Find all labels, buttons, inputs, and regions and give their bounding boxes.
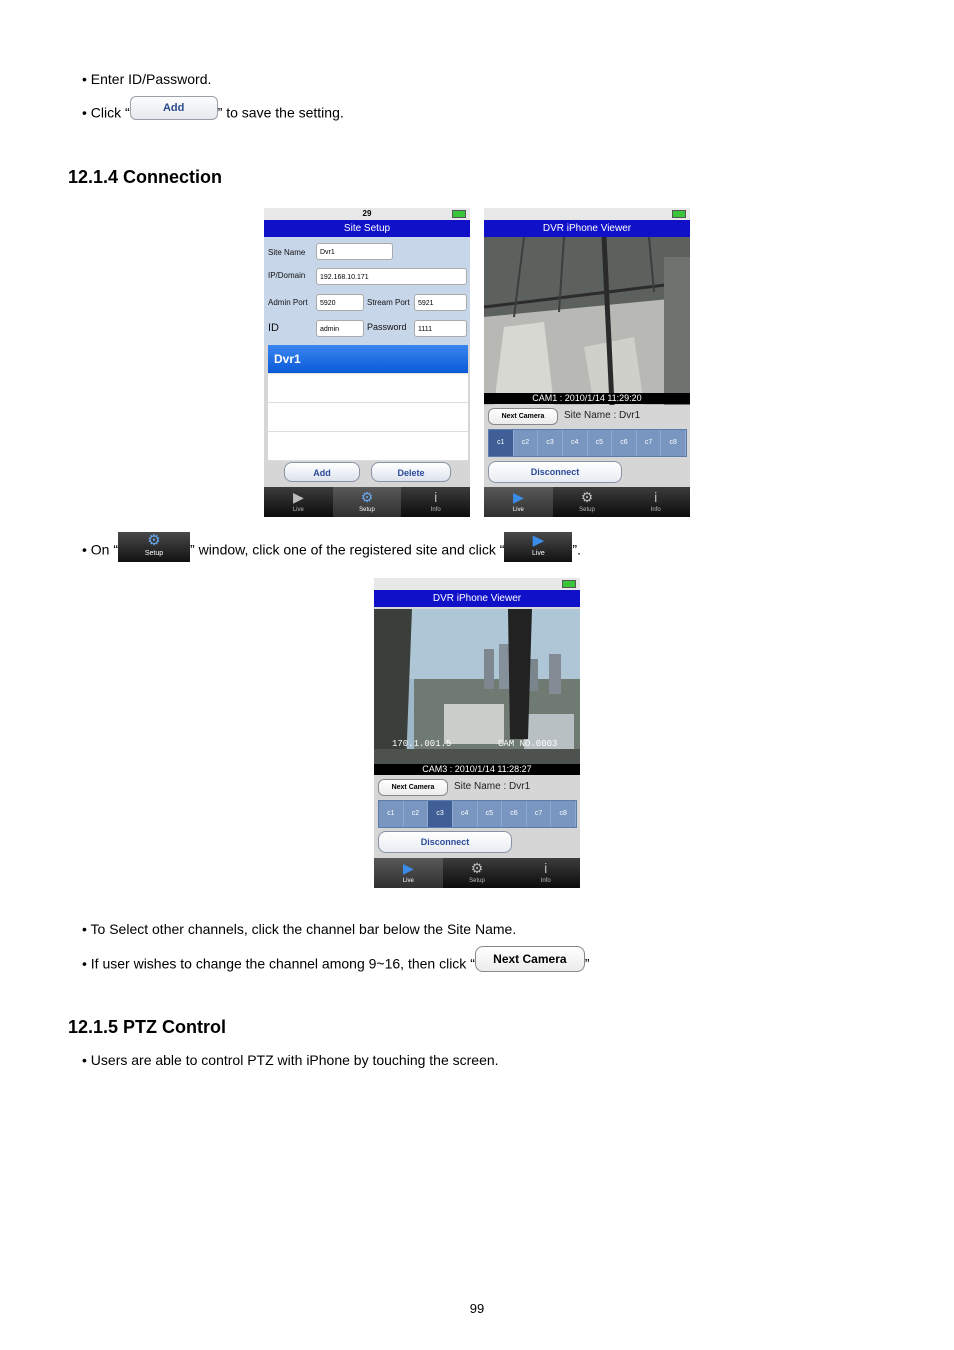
site-list-empty-row bbox=[268, 374, 468, 403]
bullet-click-suffix: ” to save the setting. bbox=[217, 104, 344, 121]
next-camera-button[interactable]: Next Camera bbox=[378, 779, 448, 796]
play-icon: ▶ bbox=[292, 489, 304, 505]
site-name-field[interactable]: Dvr1 bbox=[316, 243, 393, 260]
site-name-display: Site Name : Dvr1 bbox=[454, 781, 531, 792]
page-number: 99 bbox=[469, 1301, 485, 1316]
channel-button[interactable]: c4 bbox=[453, 801, 478, 827]
next-camera-button-image: Next Camera bbox=[475, 946, 585, 972]
bullet-wishes-prefix: • If user wishes to change the channel among 9~16, then click “ bbox=[82, 955, 475, 972]
channel-button[interactable]: c4 bbox=[563, 430, 588, 456]
battery-icon bbox=[672, 210, 686, 218]
osd-ip-text: 170.1.001.5 bbox=[392, 739, 452, 749]
section-heading-connection: 12.1.4 Connection bbox=[68, 167, 223, 187]
site-list-empty-row bbox=[268, 432, 468, 461]
site-list-item[interactable]: Dvr1 bbox=[268, 345, 468, 374]
play-icon: ▶ bbox=[512, 489, 524, 505]
channel-button[interactable]: c8 bbox=[661, 430, 686, 456]
battery-icon bbox=[452, 210, 466, 218]
live-tab-image bbox=[504, 532, 572, 562]
channel-button[interactable]: c1 bbox=[379, 801, 404, 827]
tab-info-label: Info bbox=[430, 507, 441, 513]
setup-tab-image bbox=[118, 532, 190, 562]
bullet-next-camera bbox=[82, 952, 590, 978]
tab-info[interactable] bbox=[511, 858, 580, 888]
tab-info[interactable] bbox=[621, 487, 690, 517]
status-time: 29 bbox=[362, 209, 372, 218]
gear-icon: ⚙ bbox=[470, 860, 484, 876]
tab-setup-label: Setup bbox=[359, 507, 375, 513]
camera-video-feed[interactable] bbox=[374, 609, 580, 765]
section-heading-ptz: 12.1.5 PTZ Control bbox=[68, 1017, 227, 1037]
channel-button[interactable]: c5 bbox=[588, 430, 613, 456]
channel-button[interactable]: c2 bbox=[514, 430, 539, 456]
channel-bar bbox=[378, 800, 577, 828]
tab-bar bbox=[484, 487, 690, 517]
screenshot-live-cam3 bbox=[374, 578, 580, 888]
channel-button[interactable]: c1 bbox=[489, 430, 514, 456]
next-camera-button[interactable]: Next Camera bbox=[488, 408, 558, 425]
info-icon: i bbox=[434, 489, 438, 505]
battery-icon bbox=[562, 580, 576, 588]
gear-icon: ⚙ bbox=[360, 489, 374, 505]
camera-info-bar bbox=[484, 405, 690, 429]
live-tab-image-label: Live bbox=[531, 550, 545, 557]
stream-port-label: Stream Port bbox=[367, 298, 410, 307]
tab-info-label: Info bbox=[650, 507, 661, 513]
status-bar bbox=[264, 208, 470, 220]
bullet-on-middle: ” window, click one of the registered site and click “ bbox=[190, 541, 505, 558]
tab-live-label: Live bbox=[292, 507, 304, 513]
id-label: ID bbox=[268, 322, 279, 334]
channel-button[interactable]: c2 bbox=[404, 801, 429, 827]
play-icon: ▶ bbox=[402, 860, 414, 876]
channel-button[interactable]: c3 bbox=[538, 430, 563, 456]
site-name-label: Site Name bbox=[268, 248, 306, 257]
admin-port-label: Admin Port bbox=[268, 298, 308, 307]
channel-button[interactable]: c6 bbox=[612, 430, 637, 456]
channel-button[interactable]: c8 bbox=[551, 801, 576, 827]
site-name-display: Site Name : Dvr1 bbox=[564, 410, 641, 421]
status-bar bbox=[374, 578, 580, 590]
bullet-wishes-suffix: ” bbox=[584, 955, 590, 972]
tab-bar bbox=[374, 858, 580, 888]
channel-bar bbox=[488, 429, 687, 457]
tab-setup-label: Setup bbox=[469, 878, 485, 884]
camera-video-feed[interactable] bbox=[484, 237, 690, 405]
admin-port-field[interactable]: 5920 bbox=[316, 294, 364, 311]
tab-live-label: Live bbox=[402, 878, 414, 884]
screenshot-live-cam1 bbox=[484, 208, 690, 517]
password-label: Password bbox=[367, 322, 407, 332]
tab-live-label: Live bbox=[512, 507, 524, 513]
setup-tab-image-label: Setup bbox=[144, 550, 164, 557]
ip-domain-label: IP/Domain bbox=[268, 271, 306, 280]
channel-button[interactable]: c5 bbox=[478, 801, 503, 827]
tab-setup-label: Setup bbox=[579, 507, 595, 513]
tab-setup[interactable] bbox=[443, 858, 512, 888]
gear-icon: ⚙ bbox=[580, 489, 594, 505]
add-button[interactable]: Add bbox=[284, 462, 360, 482]
tab-setup[interactable] bbox=[333, 487, 402, 517]
site-setup-form bbox=[264, 237, 470, 345]
screen-title: Site Setup bbox=[264, 220, 470, 237]
gear-icon: ⚙ bbox=[147, 532, 161, 549]
bullet-on-suffix: ”. bbox=[572, 541, 581, 558]
channel-button[interactable]: c6 bbox=[502, 801, 527, 827]
site-list bbox=[268, 345, 468, 460]
tab-info-label: Info bbox=[540, 878, 551, 884]
disconnect-button[interactable]: Disconnect bbox=[378, 831, 512, 853]
channel-button[interactable]: c7 bbox=[527, 801, 552, 827]
bullet-on-setup bbox=[82, 532, 581, 566]
camera-caption: CAM3 : 2010/1/14 11:28:27 bbox=[374, 764, 580, 775]
status-bar bbox=[484, 208, 690, 220]
play-icon: ▶ bbox=[532, 532, 545, 549]
password-field[interactable]: 1111 bbox=[414, 320, 467, 337]
disconnect-button[interactable]: Disconnect bbox=[488, 461, 622, 483]
stream-port-field[interactable]: 5921 bbox=[414, 294, 467, 311]
bullet-ptz: • Users are able to control PTZ with iPhone by touching the screen. bbox=[82, 1052, 499, 1068]
ip-domain-field[interactable]: 192.168.10.171 bbox=[316, 268, 467, 285]
screen-title: DVR iPhone Viewer bbox=[484, 220, 690, 237]
site-list-empty-row bbox=[268, 403, 468, 432]
delete-button[interactable]: Delete bbox=[371, 462, 451, 482]
bullet-click-prefix: • Click “ bbox=[82, 104, 130, 121]
osd-cam-text: CAM NO.0003 bbox=[498, 739, 558, 749]
tab-live[interactable] bbox=[484, 487, 553, 517]
screen-title: DVR iPhone Viewer bbox=[374, 590, 580, 607]
tab-bar bbox=[264, 487, 470, 517]
info-icon: i bbox=[544, 860, 548, 876]
bullet-click-add bbox=[82, 102, 344, 126]
tab-live[interactable] bbox=[374, 858, 443, 888]
id-field[interactable]: admin bbox=[316, 320, 364, 337]
info-icon: i bbox=[654, 489, 658, 505]
bullet-select-channels: • To Select other channels, click the channel bar below the Site Name. bbox=[82, 921, 517, 937]
camera-info-bar bbox=[374, 776, 580, 800]
camera-image bbox=[484, 237, 690, 405]
add-button-image: Add bbox=[130, 96, 218, 120]
bullet-enter-id: • Enter ID/Password. bbox=[82, 71, 212, 87]
tab-setup[interactable] bbox=[553, 487, 622, 517]
channel-button[interactable]: c7 bbox=[637, 430, 662, 456]
tab-live[interactable] bbox=[264, 487, 333, 517]
channel-button[interactable]: c3 bbox=[428, 801, 453, 827]
bullet-on-prefix: • On “ bbox=[82, 541, 119, 558]
camera-caption: CAM1 : 2010/1/14 11:29:20 bbox=[484, 393, 690, 404]
tab-info[interactable] bbox=[401, 487, 470, 517]
screenshot-site-setup bbox=[264, 208, 470, 517]
